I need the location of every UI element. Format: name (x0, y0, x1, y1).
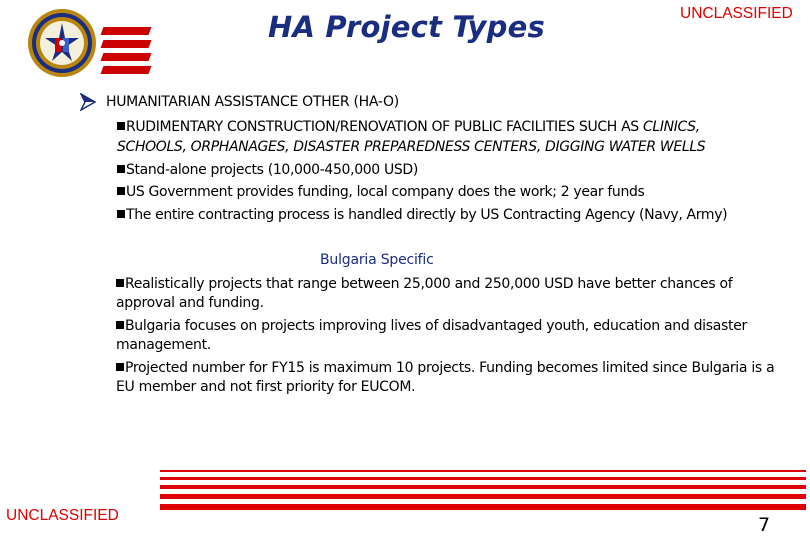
list-item (117, 160, 418, 180)
square-bullet-icon (116, 363, 124, 371)
item-emphasis: SCHOOLS, ORPHANAGES, DISASTER PREPAREDNESS CENTERS, DIGGING WATER WELLS (117, 139, 706, 155)
item-text: RUDIMENTARY CONSTRUCTION/RENOVATION OF PUBLIC FACILITIES SUCH AS (126, 119, 643, 135)
main-heading: HUMANITARIAN ASSISTANCE OTHER (HA-O) (106, 94, 399, 110)
square-bullet-icon (116, 321, 124, 329)
list-item (117, 205, 727, 225)
square-bullet-icon (117, 165, 125, 173)
square-bullet-icon (117, 122, 125, 130)
page-title: HA Project Types (268, 10, 545, 44)
square-bullet-icon (116, 279, 124, 287)
item-emphasis: CLINICS, (642, 119, 700, 135)
list-item (116, 359, 786, 397)
section-label: Bulgaria Specific (320, 252, 434, 268)
list-item (116, 275, 786, 313)
classification-bottom: UNCLASSIFIED (6, 507, 119, 524)
list-item (116, 317, 786, 355)
item-text: Stand-alone projects (10,000-450,000 USD) (126, 162, 418, 178)
square-bullet-icon (117, 187, 125, 195)
page-number: 7 (758, 514, 771, 536)
square-bullet-icon (117, 210, 125, 218)
classification-top: UNCLASSIFIED (680, 5, 793, 22)
eucom-seal-icon (27, 8, 97, 78)
item-text: Projected number for FY15 is maximum 10 projects. Funding becomes limited since Bulgaria is a EU member and not first priority for EUCOM. (116, 360, 775, 395)
item-text: Bulgaria focuses on projects improving lives of disadvantaged youth, education and disaster management. (116, 318, 747, 353)
item-text: Realistically projects that range between 25,000 and 250,000 USD have better chances of approval and funding. (116, 276, 733, 311)
list-item (117, 117, 797, 157)
item-text: The entire contracting process is handled directly by US Contracting Agency (Navy, Army) (126, 207, 728, 223)
arrow-bullet-icon (80, 93, 96, 111)
item-text: US Government provides funding, local company does the work; 2 year funds (126, 184, 645, 200)
list-item (117, 182, 644, 202)
